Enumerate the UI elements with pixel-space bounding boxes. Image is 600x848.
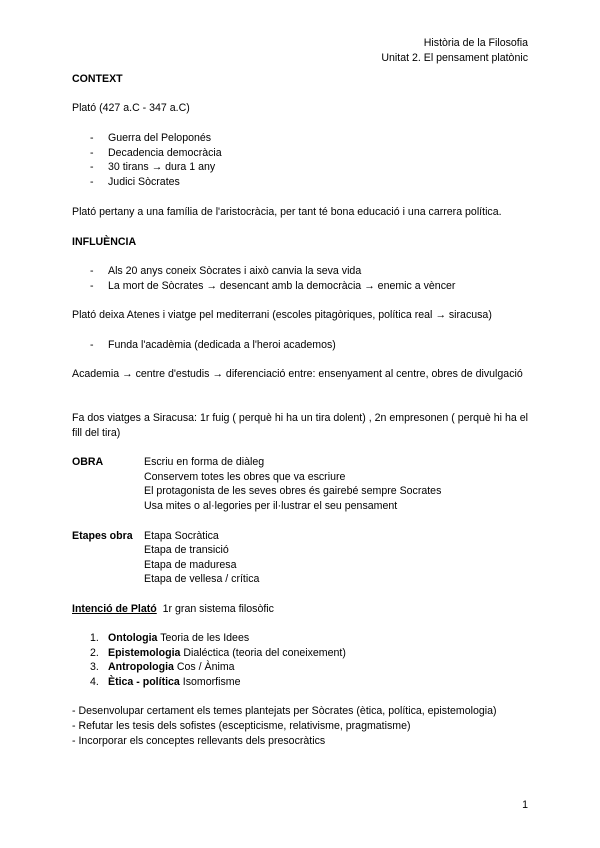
list-item-term: Antropologia bbox=[108, 661, 174, 673]
stage-line: Etapa de transició bbox=[144, 544, 229, 556]
academy-bullet: Funda l'acadèmia (dedicada a l'heroi academos) bbox=[108, 339, 336, 351]
travel-paragraph: Plató deixa Atenes i viatge pel mediterrani (escoles pitagòriques, política real → siracusa) bbox=[72, 309, 492, 321]
list-item bbox=[108, 631, 249, 646]
siracusa-paragraph: Fa dos viatges a Siracusa: 1r fuig ( perquè hi ha un tira dolent) , 2n empresonen ( perquè hi ha el fill del tira) bbox=[72, 412, 528, 439]
list-item-desc: Teoria de les Idees bbox=[160, 632, 250, 644]
list-item: Judici Sòcrates bbox=[108, 176, 180, 188]
influence-heading: INFLUÈNCIA bbox=[72, 236, 137, 248]
list-item-term: Ontologia bbox=[108, 632, 158, 644]
list-item-desc: Cos / Ànima bbox=[176, 661, 235, 673]
academy-paragraph: Academia → centre d'estudis → diferenciació entre: ensenyament al centre, obres de divulgació bbox=[72, 368, 523, 380]
list-number: 4. bbox=[90, 676, 99, 688]
intention-note: - Refutar les tesis dels sofistes (escepticisme, relativisme, pragmatisme) bbox=[72, 720, 411, 732]
list-item: Decadencia democràcia bbox=[108, 147, 222, 159]
bullet-dash: - bbox=[90, 280, 94, 292]
list-number: 3. bbox=[90, 661, 99, 673]
list-item-desc: Isomorfisme bbox=[182, 676, 241, 688]
bullet-dash: - bbox=[90, 176, 94, 188]
list-item-desc: Dialéctica (teoria del coneixement) bbox=[183, 647, 346, 659]
list-item-term: Ètica - política bbox=[108, 676, 180, 688]
list-item-term: Epistemologia bbox=[108, 647, 181, 659]
context-heading: CONTEXT bbox=[72, 73, 123, 85]
work-label: OBRA bbox=[72, 456, 104, 468]
list-item: Guerra del Peloponés bbox=[108, 132, 212, 144]
list-item bbox=[108, 675, 240, 690]
work-line: Escriu en forma de diàleg bbox=[144, 456, 265, 468]
work-line: Usa mites o al·legories per il·lustrar el seu pensament bbox=[144, 500, 398, 512]
list-number: 2. bbox=[90, 647, 99, 659]
bullet-dash: - bbox=[90, 161, 94, 173]
intention-label: Intenció de Plató bbox=[72, 603, 157, 615]
context-dates: Plató (427 a.C - 347 a.C) bbox=[72, 102, 190, 114]
page-number: 1 bbox=[522, 799, 528, 811]
work-line: El protagonista de les seves obres és gairebé sempre Socrates bbox=[144, 485, 442, 497]
context-paragraph: Plató pertany a una família de l'aristocràcia, per tant té bona educació i una carrera política. bbox=[72, 206, 502, 218]
header-title: Història de la Filosofia bbox=[423, 37, 528, 49]
bullet-dash: - bbox=[90, 339, 94, 351]
header-subtitle: Unitat 2. El pensament platònic bbox=[381, 52, 528, 64]
list-item: 30 tirans → dura 1 any bbox=[108, 161, 216, 173]
list-item bbox=[108, 646, 346, 661]
bullet-dash: - bbox=[90, 132, 94, 144]
list-item: La mort de Sòcrates → desencant amb la democràcia → enemic a vèncer bbox=[108, 280, 456, 292]
bullet-dash: - bbox=[90, 265, 94, 277]
intention-note: - Incorporar els conceptes rellevants dels presocràtics bbox=[72, 735, 326, 747]
intention-text: 1r gran sistema filosòfic bbox=[162, 603, 274, 615]
stage-line: Etapa Socràtica bbox=[144, 530, 219, 542]
list-item: Als 20 anys coneix Sòcrates i això canvia la seva vida bbox=[108, 265, 362, 277]
stage-line: Etapa de vellesa / crítica bbox=[144, 573, 260, 585]
stages-label: Etapes obra bbox=[72, 530, 133, 542]
list-number: 1. bbox=[90, 632, 99, 644]
stage-line: Etapa de maduresa bbox=[144, 559, 237, 571]
intention-heading bbox=[72, 602, 274, 617]
bullet-dash: - bbox=[90, 147, 94, 159]
list-item bbox=[108, 660, 235, 675]
intention-note: - Desenvolupar certament els temes plantejats per Sòcrates (ètica, política, epistemologia) bbox=[72, 705, 497, 717]
work-line: Conservem totes les obres que va escriure bbox=[144, 471, 346, 483]
